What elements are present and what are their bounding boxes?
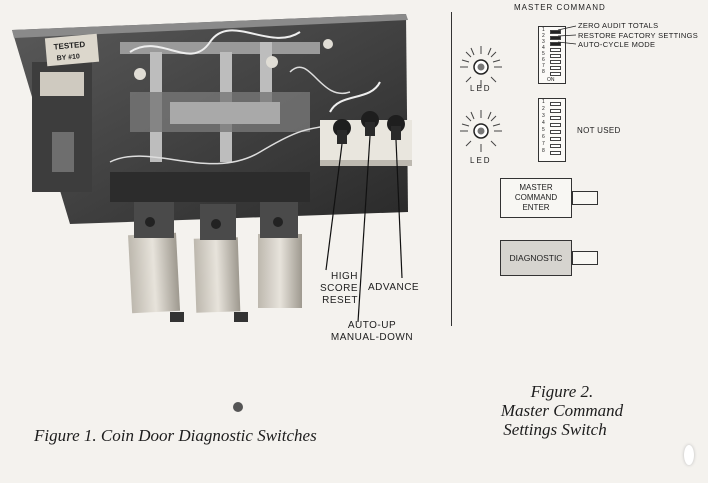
dip-toggle[interactable] <box>550 130 561 134</box>
not-used-label: NOT USED <box>577 126 621 135</box>
master-enter-plunger <box>572 191 598 205</box>
figure2-caption-line2: Master Command <box>500 401 624 420</box>
dip-toggle[interactable] <box>550 144 561 148</box>
dip-on-label: ON <box>547 77 555 83</box>
auto-up-manual-down-label <box>330 320 414 344</box>
figure2-caption-line3: Settings Switch <box>503 420 607 439</box>
dip-toggle[interactable] <box>550 109 561 113</box>
dip-toggle[interactable] <box>550 48 561 52</box>
restore-factory-settings-label: RESTORE FACTORY SETTINGS <box>578 31 699 40</box>
zero-audit-totals-label: ZERO AUDIT TOTALS <box>578 21 659 30</box>
high-score-reset-label <box>318 271 358 307</box>
high-score-reset-line2: SCORE <box>319 283 358 294</box>
dip-toggle[interactable] <box>550 54 561 58</box>
high-score-reset-line3: RESET <box>322 295 358 306</box>
annotation-leaders <box>556 22 578 48</box>
advance-label: ADVANCE <box>368 282 420 293</box>
master-command-enter-button[interactable] <box>500 178 572 218</box>
coil-assemblies <box>128 202 302 322</box>
dip-toggle[interactable] <box>550 123 561 127</box>
dip-toggle[interactable] <box>550 102 561 106</box>
master-command-title: MASTER COMMAND <box>514 3 606 12</box>
auto-up-line1: AUTO-UP <box>347 320 397 331</box>
tested-sticker <box>45 34 99 66</box>
figure1-caption: Figure 1. Coin Door Diagnostic Switches <box>34 426 317 445</box>
dip-toggle[interactable] <box>550 72 561 76</box>
master-enter-line3: ENTER <box>522 203 550 212</box>
figure2-caption <box>482 382 642 439</box>
led-icon <box>458 108 504 154</box>
diagnostic-label: DIAGNOSTIC <box>509 253 563 263</box>
master-enter-line1: MASTER <box>519 183 553 192</box>
coin-door-photo <box>10 12 430 330</box>
led-label-1: LED <box>470 84 492 93</box>
tested-text: TESTED <box>53 39 86 52</box>
master-enter-line2: COMMAND <box>514 193 558 202</box>
tested-by-text: BY #10 <box>56 53 81 63</box>
auto-up-line2: MANUAL-DOWN <box>330 332 414 343</box>
dip-toggle[interactable] <box>550 137 561 141</box>
dip-toggle[interactable] <box>550 151 561 155</box>
paper-spot <box>684 445 694 465</box>
led-label-2: LED <box>470 156 492 165</box>
dip-toggle[interactable] <box>550 66 561 70</box>
dip-switch-1[interactable]: 1 2 3 4 5 6 7 8 ON <box>538 26 566 84</box>
dip-toggle[interactable] <box>550 60 561 64</box>
dip-switch-2[interactable]: 1 2 3 4 5 6 7 8 <box>538 98 566 162</box>
high-score-reset-line1: HIGH <box>331 271 358 282</box>
ink-blot <box>233 402 243 412</box>
diagnostic-button[interactable] <box>500 240 572 276</box>
dip-toggle[interactable] <box>550 116 561 120</box>
auto-cycle-mode-label: AUTO-CYCLE MODE <box>578 40 656 49</box>
figure2-caption-line1: Figure 2. <box>530 382 594 401</box>
divider-line <box>451 12 452 326</box>
diagnostic-plunger <box>572 251 598 265</box>
coin-door-illustration <box>10 12 430 330</box>
